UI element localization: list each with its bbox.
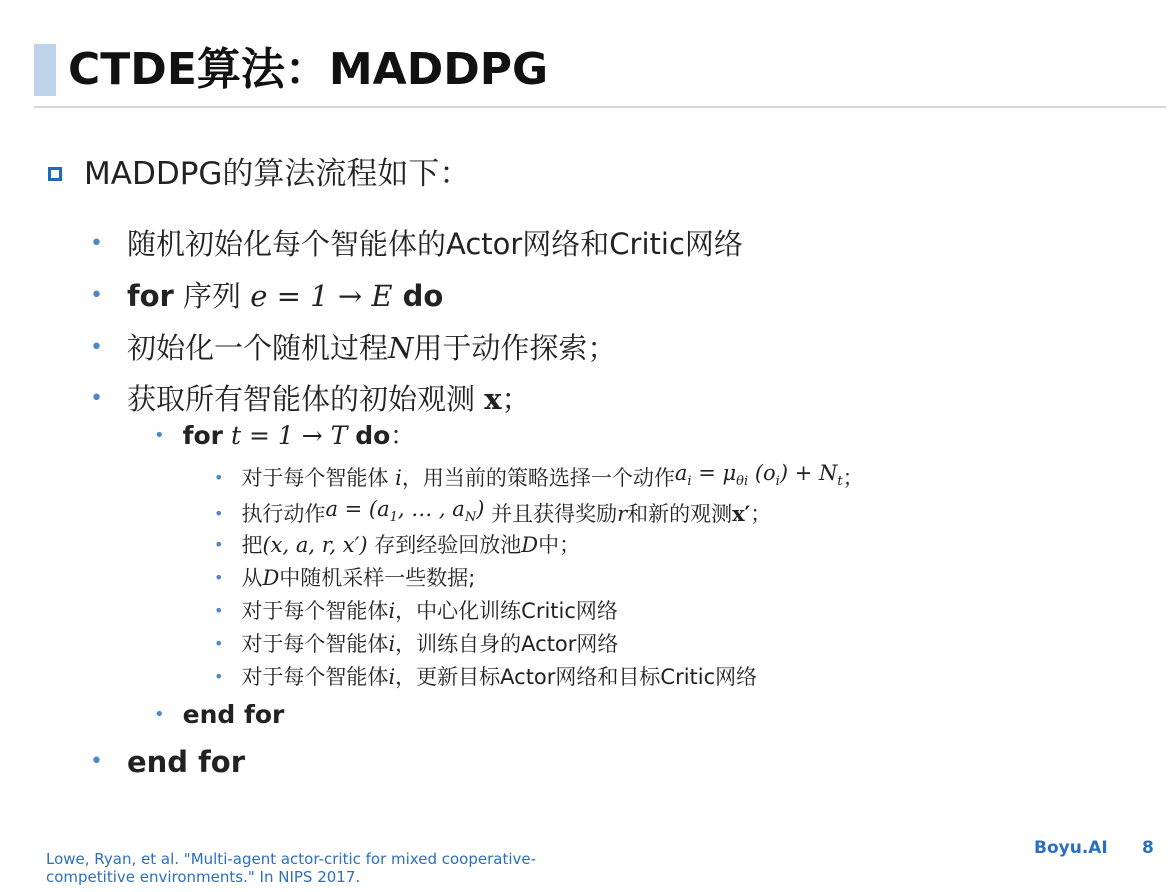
keyword-for: for: [126, 279, 174, 313]
item-text: ；: [750, 501, 772, 526]
section-heading-text: MADDPG的算法流程如下：: [84, 156, 471, 192]
item-text: ：: [390, 421, 416, 450]
brand-logo-text: Boyu.AI: [1034, 838, 1108, 858]
item-text: 对于每个智能体: [241, 665, 389, 689]
math-noise-process: N: [388, 331, 414, 365]
title-accent-bar: [34, 44, 56, 96]
math-transition-tuple: (x, a, r, x′): [262, 533, 368, 557]
item-text: 对于每个智能体: [241, 599, 389, 623]
reference-citation: [46, 850, 536, 886]
dot-icon: •: [214, 667, 224, 686]
keyword-do: do: [392, 279, 444, 313]
math-time-range: t = 1 → T: [223, 421, 356, 450]
item-text: 存到经验回放池: [367, 533, 522, 557]
math-replay-buffer: D: [262, 566, 280, 590]
item-text: ；: [842, 465, 864, 490]
dot-icon: •: [214, 535, 224, 554]
item-text: 把: [241, 533, 263, 557]
item-text: ，训练自身的Actor网络: [395, 632, 619, 656]
item-text: ，更新目标Actor网络和目标Critic网络: [395, 665, 758, 689]
dot-icon: •: [214, 634, 224, 653]
math-joint-action: $a = (a_1$, … , $a_N$): [325, 497, 485, 526]
dot-icon: •: [90, 386, 103, 411]
list-item-update-targets: [214, 662, 757, 692]
math-observation: x: [484, 382, 502, 416]
hollow-square-icon: [48, 167, 62, 181]
title-divider: [34, 106, 1166, 108]
list-item-end-episode-loop: [90, 740, 245, 784]
math-agent-index: i: [388, 599, 396, 623]
keyword-do: do: [355, 421, 391, 450]
list-item-sample-batch: [214, 563, 475, 593]
reference-line-1: Lowe, Ryan, et al. "Multi-agent actor-critic for mixed cooperative-: [46, 850, 537, 868]
list-item-end-time-loop: [154, 697, 284, 733]
item-text: 和新的观测: [627, 501, 733, 526]
item-text: 初始化一个随机过程: [126, 331, 388, 365]
dot-icon: •: [214, 601, 224, 620]
item-text: 中；: [538, 533, 581, 557]
item-text: 从: [241, 566, 263, 590]
list-item-init-noise: [90, 326, 616, 370]
item-text: 获取所有智能体的初始观测: [126, 382, 485, 416]
dot-icon: •: [214, 467, 224, 487]
dot-icon: •: [90, 335, 103, 360]
math-action-formula: $a_i = \mu_{\theta i}$ $(o_i) + N_t$: [674, 461, 843, 490]
item-text: 中随机采样一些数据;: [279, 566, 476, 590]
page-title: CTDE算法：MADDPG: [68, 44, 549, 95]
list-item-train-actor: [214, 629, 618, 659]
item-text: 并且获得奖励: [484, 501, 618, 526]
item-text: 随机初始化每个智能体的Actor网络和Critic网络: [126, 227, 743, 261]
list-item-init-networks: [90, 222, 743, 266]
list-item-train-critic: [214, 596, 618, 626]
math-episode-range: e = 1 → E: [250, 279, 393, 313]
item-text: ，中心化训练Critic网络: [395, 599, 618, 623]
math-reward: r: [617, 501, 628, 526]
math-next-observation: x′: [732, 500, 751, 526]
dot-icon: •: [90, 283, 103, 308]
item-text: 对于每个智能体: [241, 465, 396, 490]
item-text: 序列: [173, 279, 251, 313]
list-item-init-observation: [90, 377, 531, 421]
math-replay-buffer: D: [521, 533, 539, 557]
list-item-episode-loop: [90, 274, 443, 318]
item-text: 用于动作探索；: [413, 331, 617, 365]
keyword-end-for: end for: [182, 700, 285, 729]
reference-line-2: competitive environments." In NIPS 2017.: [46, 868, 361, 886]
dot-icon: •: [214, 568, 224, 587]
item-text: ；: [501, 382, 531, 416]
item-text: 执行动作: [241, 501, 326, 526]
dot-icon: •: [90, 231, 103, 256]
section-heading: [48, 152, 470, 196]
dot-icon: •: [154, 704, 165, 725]
dot-icon: •: [154, 425, 165, 446]
item-text: ，用当前的策略选择一个动作: [401, 465, 675, 490]
list-item-select-action: [214, 458, 864, 497]
dot-icon: •: [214, 503, 224, 523]
math-agent-index: i: [395, 465, 402, 490]
dot-icon: •: [90, 749, 103, 774]
item-text: 对于每个智能体: [241, 632, 389, 656]
math-agent-index: i: [388, 665, 396, 689]
keyword-end-for: end for: [126, 745, 245, 779]
math-agent-index: i: [388, 632, 396, 656]
list-item-execute-action: [214, 494, 771, 533]
page-number: 8: [1142, 838, 1154, 858]
list-item-time-loop: [154, 418, 415, 454]
list-item-store-transition: [214, 530, 580, 560]
keyword-for: for: [182, 421, 224, 450]
